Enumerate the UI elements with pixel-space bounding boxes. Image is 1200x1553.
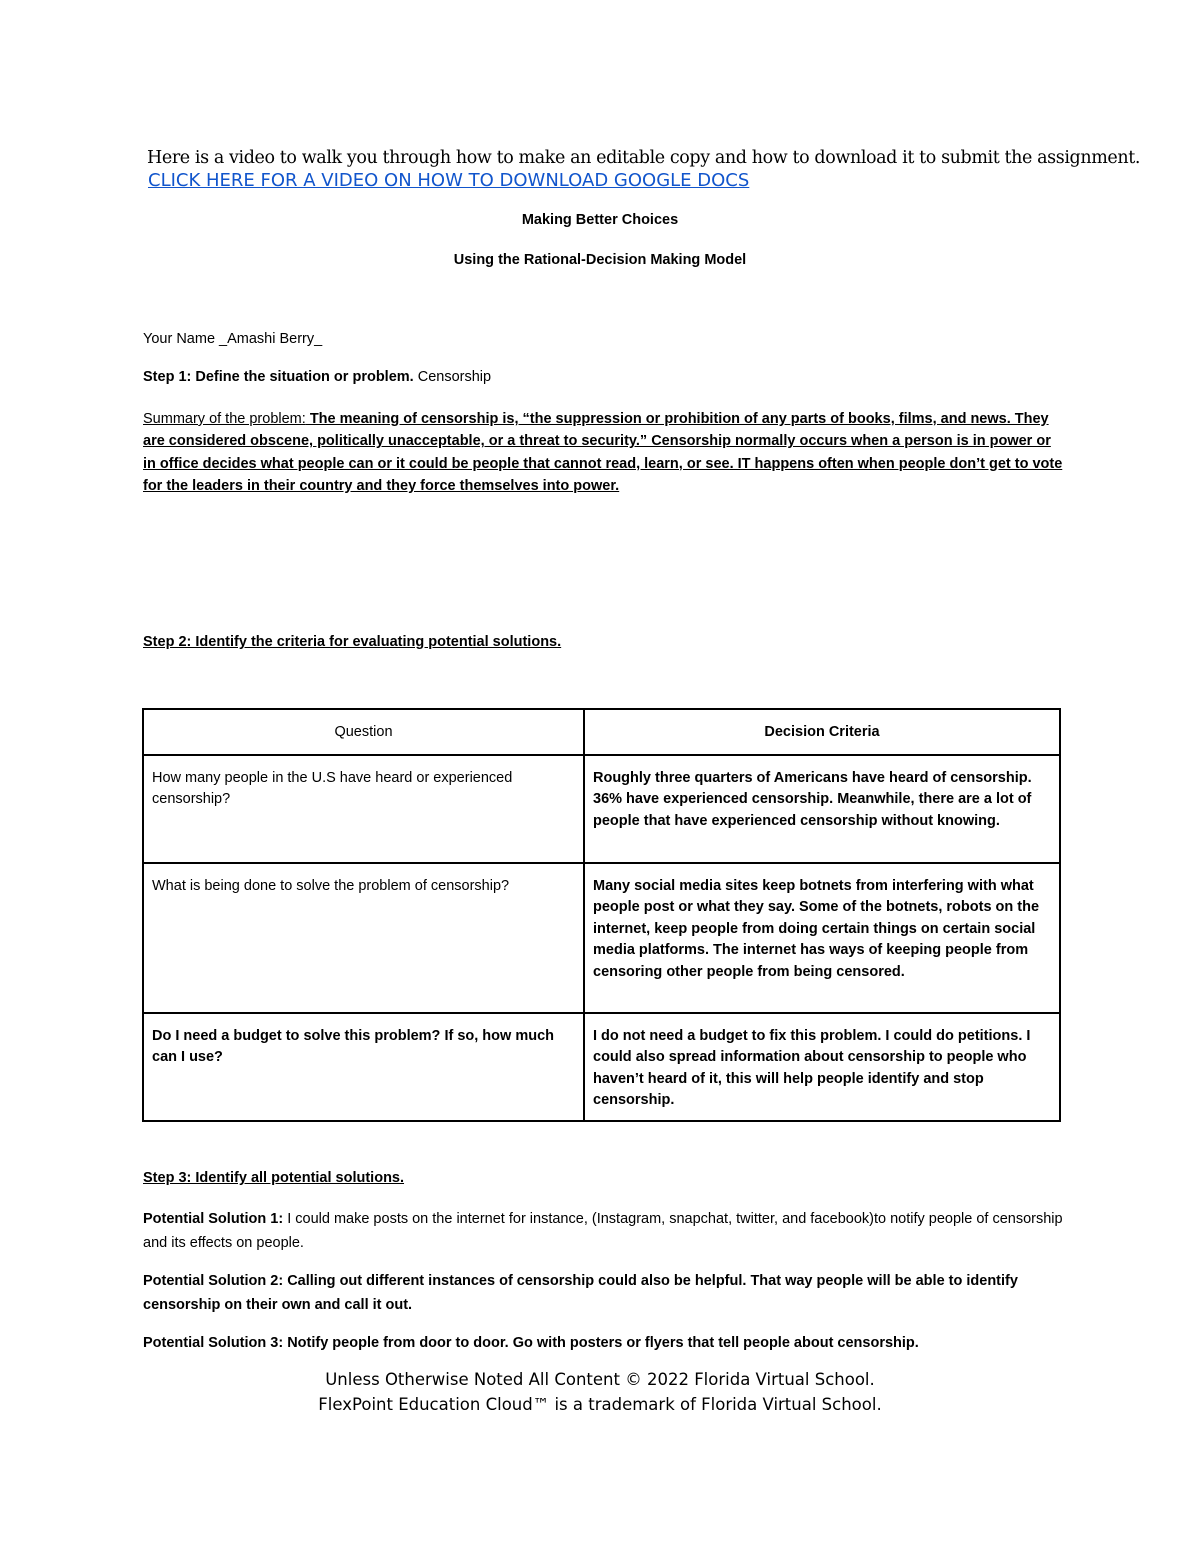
step2-label: Step 2: Identify the criteria for evaluating potential solutions. bbox=[143, 634, 562, 650]
table-row bbox=[143, 755, 1060, 863]
solution-text: Calling out different instances of censorship could also be helpful. That way people will be able to identify censorship on their own and call it out. bbox=[143, 1273, 1018, 1313]
document-title: Making Better Choices bbox=[521, 212, 679, 228]
problem-summary bbox=[143, 408, 1063, 497]
footer bbox=[0, 1367, 1200, 1417]
criteria-table bbox=[142, 708, 1061, 1122]
footer-trademark: FlexPoint Education Cloud™ is a trademark of Florida Virtual School. bbox=[318, 1395, 882, 1414]
header-decision-criteria: Decision Criteria bbox=[584, 709, 1060, 755]
step1-label: Step 1: Define the situation or problem. bbox=[143, 369, 414, 385]
solution-label: Potential Solution 2: bbox=[143, 1273, 284, 1289]
step1-line bbox=[143, 369, 491, 385]
solution-label: Potential Solution 3: bbox=[143, 1335, 284, 1351]
document-subtitle: Using the Rational-Decision Making Model bbox=[453, 252, 747, 268]
summary-label: Summary of the problem: bbox=[143, 411, 306, 427]
table-row bbox=[143, 1013, 1060, 1121]
potential-solution-2 bbox=[143, 1269, 1063, 1317]
criteria-cell: I do not need a budget to fix this problem. I could do petitions. I could also spread information about censorship to people who haven’t heard of it, this will help people identify and stop censorship. bbox=[584, 1013, 1060, 1121]
solution-text: I could make posts on the internet for instance, (Instagram, snapchat, twitter, and facebook)to notify people of censorship and its effects on people. bbox=[143, 1211, 1063, 1251]
table-header-row bbox=[143, 709, 1060, 755]
header-question: Question bbox=[143, 709, 584, 755]
criteria-cell: Many social media sites keep botnets from interfering with what people post or what they say. Some of the botnets, robots on the internet, keep people from doing certain things on certain social media platforms. The internet has ways of keeping people from censoring other people from being censored. bbox=[584, 863, 1060, 1013]
step1-answer: Censorship bbox=[413, 369, 492, 385]
question-cell: Do I need a budget to solve this problem? If so, how much can I use? bbox=[143, 1013, 584, 1121]
solution-text: Notify people from door to door. Go with posters or flyers that tell people about censorship. bbox=[283, 1335, 919, 1351]
name-line: Your Name _Amashi Berry_ bbox=[143, 331, 323, 347]
table-row bbox=[143, 863, 1060, 1013]
criteria-cell: Roughly three quarters of Americans have heard of censorship. 36% have experienced censorship. Meanwhile, there are a lot of people that have experienced censorship without knowing. bbox=[584, 755, 1060, 863]
step3-label: Step 3: Identify all potential solutions. bbox=[143, 1170, 405, 1186]
summary-text: The meaning of censorship is, “the suppression or prohibition of any parts of books, films, and news. They are considered obscene, politically unacceptable, or a threat to security.” Censorship normally occurs when a person is in power or in office decides what people can or it could be people that cannot read, learn, or see. IT happens often when people don’t get to vote for the leaders in their country and they force themselves into power. bbox=[143, 411, 1063, 494]
potential-solution-1 bbox=[143, 1207, 1063, 1255]
question-cell: What is being done to solve the problem of censorship? bbox=[143, 863, 584, 1013]
intro-text: Here is a video to walk you through how to make an editable copy and how to download it to submit the assignment. bbox=[147, 148, 1141, 168]
potential-solution-3 bbox=[143, 1331, 1063, 1355]
question-cell: How many people in the U.S have heard or experienced censorship? bbox=[143, 755, 584, 863]
solution-label: Potential Solution 1: bbox=[143, 1211, 284, 1227]
video-link[interactable]: CLICK HERE FOR A VIDEO ON HOW TO DOWNLOAD GOOGLE DOCS bbox=[148, 170, 750, 191]
footer-copyright: Unless Otherwise Noted All Content © 2022 Florida Virtual School. bbox=[325, 1370, 875, 1389]
